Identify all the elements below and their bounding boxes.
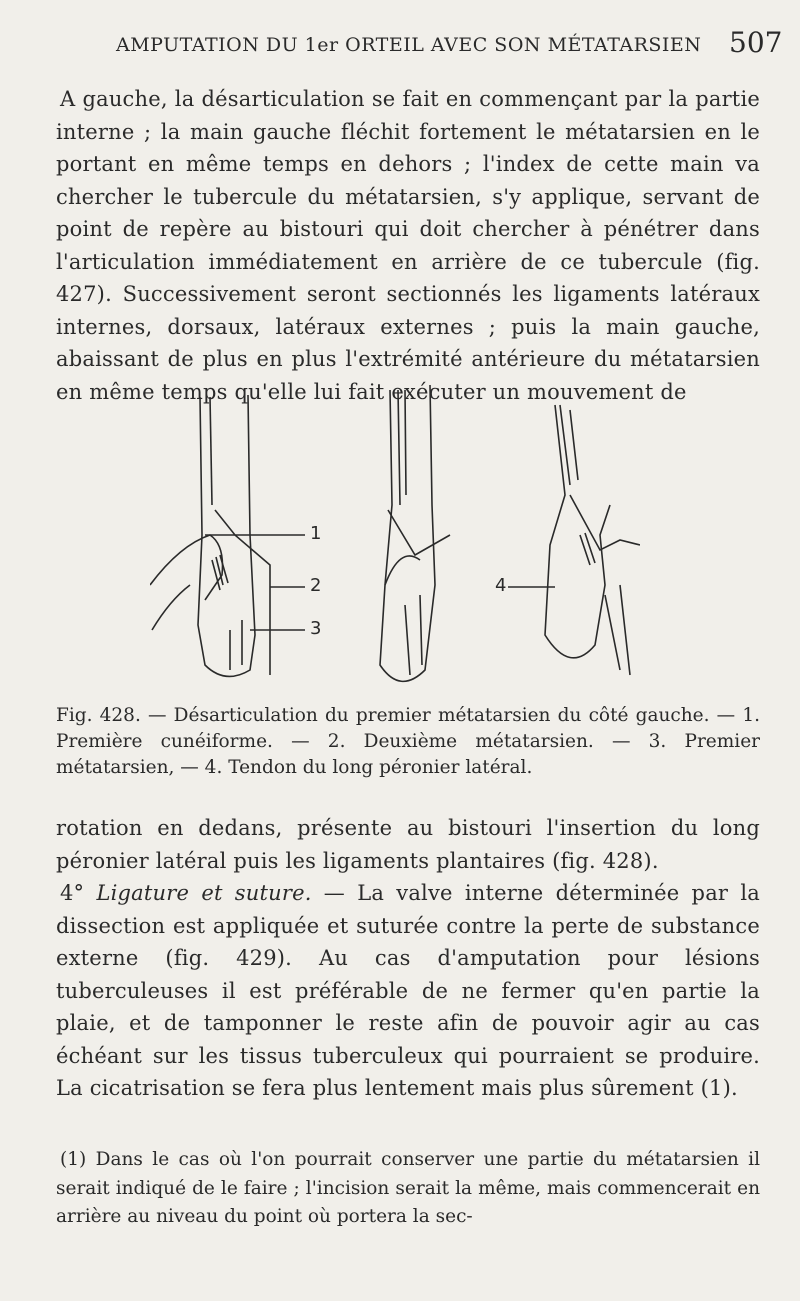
section-text: — La valve interne déterminée par la dissection est appliquée et suturée contre la perte de substance externe (fig. 429). Au cas d'amputation pour lésions tuberculeuses il est préférable de ne fermer qu'en partie la plaie, et de tamponner le reste afin de pouvoir agir au cas échéant sur les tissus tuberculeux qui pourraient se produire. La cicatrisation se fera plus lentement mais plus sûrement (1). <box>56 881 760 1100</box>
section-number: 4° <box>60 881 85 905</box>
paragraph-1: A gauche, la désarticulation se fait en commençant par la partie interne ; la main gauche fléchit fortement le métatarsien en le portant en même temps en dehors ; l'index de cette main va chercher le tubercule du métatarsien, s'y applique, servant de point de repère au bistouri qui doit chercher à pénétrer dans l'articulation immédiatement en arrière de ce tubercule (fig. 427). Successivement seront sectionnés les ligaments latéraux internes, dorsaux, latéraux externes ; puis la main gauche, abaissant de plus en plus l'extrémité antérieure du métatarsien en même temps qu'elle lui fait exécuter un mouvement de <box>56 87 760 404</box>
paragraph-1-block <box>56 83 760 408</box>
left-foot-drawing <box>150 395 305 676</box>
figure-label-4: 4 <box>495 575 507 596</box>
middle-foot-drawing <box>380 385 450 681</box>
page-number: 507 <box>729 26 783 59</box>
caption-text: Fig. 428. — Désarticulation du premier métatarsien du côté gauche. — 1. Première cunéiforme. — 2. Deuxième métatarsien. — 3. Premier métatarsien, — 4. Tendon du long péronier latéral. <box>56 705 760 778</box>
paragraph-2: rotation en dedans, présente au bistouri l'insertion du long péronier latéral puis les ligaments plantaires (fig. 428). <box>56 816 760 873</box>
footnote <box>56 1146 760 1232</box>
running-title: AMPUTATION DU 1er ORTEIL AVEC SON MÉTATARSIEN <box>116 34 702 56</box>
running-header <box>0 24 800 64</box>
section-4 <box>56 877 760 1105</box>
foot-illustration <box>150 385 640 705</box>
right-foot-drawing <box>508 405 640 675</box>
figure-label-1: 1 <box>310 523 322 544</box>
figure-caption <box>56 703 760 781</box>
paragraph-2-block <box>56 812 760 1105</box>
figure-label-3: 3 <box>310 618 322 639</box>
section-title: Ligature et suture. <box>96 881 312 905</box>
footnote-text: (1) Dans le cas où l'on pourrait conserver une partie du métatarsien il serait indiqué de le faire ; l'incision serait la même, mais commencerait en arrière au niveau du point où portera la sec- <box>56 1149 760 1227</box>
figure-428 <box>150 385 640 705</box>
figure-label-2: 2 <box>310 575 322 596</box>
